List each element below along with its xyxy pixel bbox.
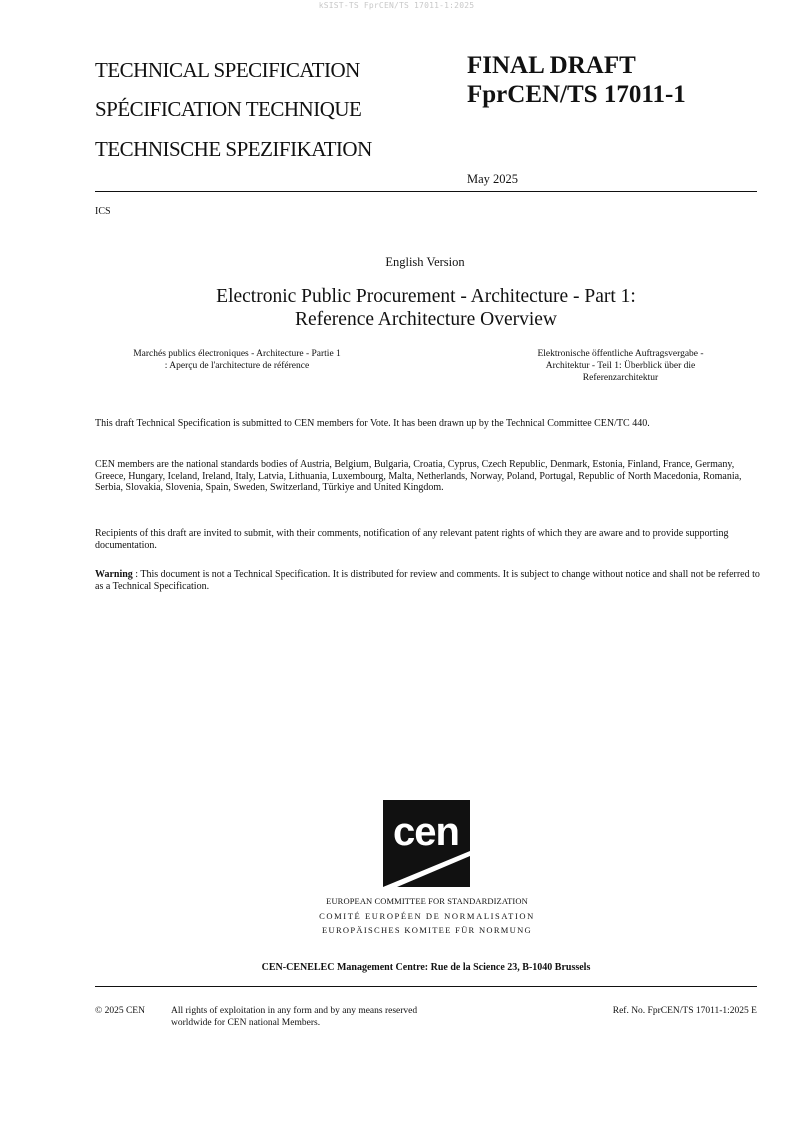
paragraph-members: CEN members are the national standards bodies of Austria, Belgium, Bulgaria, Croatia, Cyprus, Czech Republic, Denmark, Estonia, Finland, France, Germany, Greece, Hungary, Iceland, Ireland, Italy, Latvia, Lithuania, Luxembourg, Malta, Netherlands, Norway, Poland, Portugal, Republic of North Macedonia, Romania, Serbia, Slovakia, Slovenia, Spain, Sweden, Switzerland, Türkiye and United Kingdom. xyxy=(95,459,742,494)
title-german-line1: Elektronische öffentliche Auftragsvergabe - xyxy=(537,349,704,359)
publication-date: May 2025 xyxy=(467,172,519,186)
document-title-line2: Reference Architecture Overview xyxy=(294,309,558,330)
reference-number: Ref. No. FprCEN/TS 17011-1:2025 E xyxy=(612,1006,757,1016)
title-german-line3: Referenzarchitektur xyxy=(582,373,659,383)
paragraph-submission: This draft Technical Specification is submitted to CEN members for Vote. It has been drawn up by the Technical Committee CEN/TC 440. xyxy=(95,418,650,429)
management-centre-address: CEN-CENELEC Management Centre: Rue de la Science 23, B-1040 Brussels xyxy=(261,962,591,973)
title-german-line2: Architektur - Teil 1: Überblick über die xyxy=(545,361,696,371)
cen-logo-text: cen xyxy=(393,810,459,854)
document-reference: FprCEN/TS 17011-1 xyxy=(467,81,686,108)
spec-title-de: TECHNISCHE SPEZIFIKATION xyxy=(95,137,372,161)
paragraph-warning xyxy=(95,569,760,592)
ics-label: ICS xyxy=(95,206,111,217)
version-label: English Version xyxy=(385,255,465,269)
cen-logo-icon xyxy=(383,800,470,887)
title-french-line2: : Aperçu de l'architecture de référence xyxy=(164,361,310,371)
copyright: © 2025 CEN xyxy=(95,1006,145,1016)
footer-divider xyxy=(95,986,757,987)
warning-label: Warning xyxy=(95,569,133,580)
rights-statement-line2: worldwide for CEN national Members. xyxy=(171,1018,321,1028)
watermark: kSIST-TS FprCEN/TS 17011-1:2025 xyxy=(318,1,475,10)
committee-name-fr: COMITÉ EUROPÉEN DE NORMALISATION xyxy=(319,911,535,921)
final-draft-heading xyxy=(467,51,686,109)
document-title xyxy=(95,285,757,331)
spec-title-en: TECHNICAL SPECIFICATION xyxy=(95,58,360,82)
final-draft-label: FINAL DRAFT xyxy=(467,52,636,79)
title-french xyxy=(95,348,379,372)
document-title-line1: Electronic Public Procurement - Architecture - Part 1: xyxy=(216,286,636,307)
warning-text: : This document is not a Technical Specification. It is distributed for review and comments. It is subject to change without notice and shall not be referred to as a Technical Specification. xyxy=(95,569,760,592)
spec-title-fr: SPÉCIFICATION TECHNIQUE xyxy=(95,97,362,121)
rights-statement-line1: All rights of exploitation in any form and by any means reserved xyxy=(171,1006,418,1016)
title-german xyxy=(498,348,743,384)
header-divider xyxy=(95,191,757,192)
title-french-line1: Marchés publics électroniques - Architecture - Partie 1 xyxy=(133,349,341,359)
paragraph-patents: Recipients of this draft are invited to submit, with their comments, notification of any relevant patent rights of which they are aware and to provide supporting documentation. xyxy=(95,528,729,551)
rights-statement xyxy=(171,1005,501,1029)
committee-name-en: EUROPEAN COMMITTEE FOR STANDARDIZATION xyxy=(326,896,528,906)
committee-name-de: EUROPÄISCHES KOMITEE FÜR NORMUNG xyxy=(322,925,532,935)
